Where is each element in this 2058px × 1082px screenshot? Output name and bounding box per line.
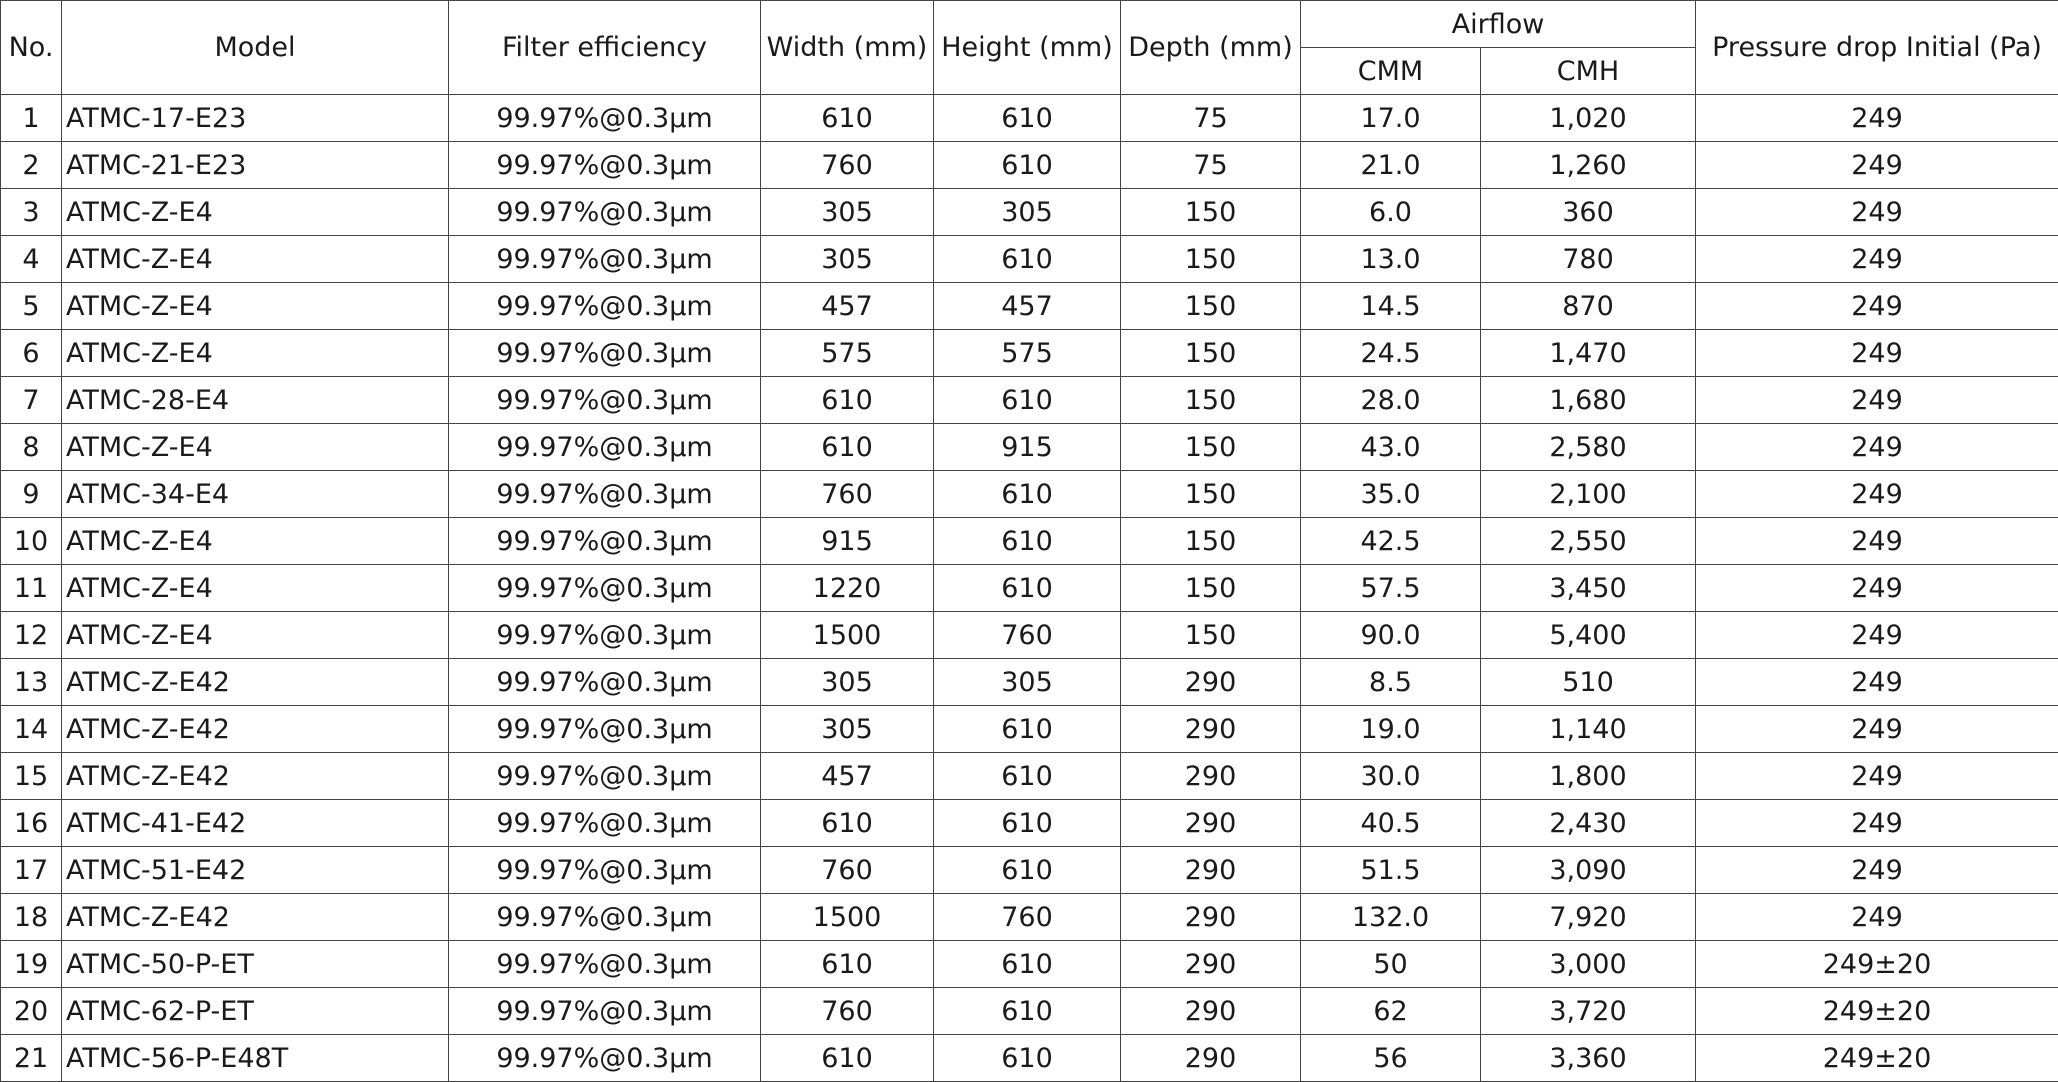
- cell-pressure-drop: 249±20: [1696, 988, 2058, 1035]
- cell-width: 610: [761, 941, 934, 988]
- cell-no: 15: [1, 753, 62, 800]
- cell-filter-efficiency: 99.97%@0.3μm: [449, 236, 761, 283]
- cell-pressure-drop: 249: [1696, 847, 2058, 894]
- cell-no: 7: [1, 377, 62, 424]
- cell-filter-efficiency: 99.97%@0.3μm: [449, 1035, 761, 1082]
- cell-width: 760: [761, 142, 934, 189]
- cell-model: ATMC-Z-E42: [62, 753, 449, 800]
- cell-width: 610: [761, 424, 934, 471]
- cell-depth: 150: [1121, 471, 1301, 518]
- cell-pressure-drop: 249: [1696, 424, 2058, 471]
- cell-height: 610: [934, 236, 1121, 283]
- cell-filter-efficiency: 99.97%@0.3μm: [449, 424, 761, 471]
- cell-cmh: 510: [1481, 659, 1696, 706]
- cell-model: ATMC-62-P-ET: [62, 988, 449, 1035]
- cell-width: 760: [761, 847, 934, 894]
- cell-height: 610: [934, 753, 1121, 800]
- cell-model: ATMC-Z-E42: [62, 894, 449, 941]
- cell-pressure-drop: 249: [1696, 753, 2058, 800]
- cell-depth: 150: [1121, 612, 1301, 659]
- cell-filter-efficiency: 99.97%@0.3μm: [449, 847, 761, 894]
- cell-no: 9: [1, 471, 62, 518]
- cell-cmm: 35.0: [1301, 471, 1481, 518]
- cell-cmm: 51.5: [1301, 847, 1481, 894]
- cell-depth: 290: [1121, 659, 1301, 706]
- cell-pressure-drop: 249: [1696, 706, 2058, 753]
- cell-width: 305: [761, 659, 934, 706]
- cell-depth: 290: [1121, 941, 1301, 988]
- cell-model: ATMC-Z-E4: [62, 330, 449, 377]
- cell-cmm: 62: [1301, 988, 1481, 1035]
- table-row: [1, 283, 2058, 330]
- cell-filter-efficiency: 99.97%@0.3μm: [449, 894, 761, 941]
- cell-depth: 150: [1121, 377, 1301, 424]
- table-row: [1, 753, 2058, 800]
- cell-filter-efficiency: 99.97%@0.3μm: [449, 330, 761, 377]
- cell-filter-efficiency: 99.97%@0.3μm: [449, 706, 761, 753]
- cell-filter-efficiency: 99.97%@0.3μm: [449, 377, 761, 424]
- cell-filter-efficiency: 99.97%@0.3μm: [449, 565, 761, 612]
- cell-cmm: 17.0: [1301, 95, 1481, 142]
- cell-cmh: 1,470: [1481, 330, 1696, 377]
- cell-height: 915: [934, 424, 1121, 471]
- cell-model: ATMC-Z-E4: [62, 612, 449, 659]
- table-row: [1, 471, 2058, 518]
- cell-width: 760: [761, 988, 934, 1035]
- cell-height: 610: [934, 1035, 1121, 1082]
- cell-cmh: 3,000: [1481, 941, 1696, 988]
- cell-height: 610: [934, 142, 1121, 189]
- cell-cmh: 3,450: [1481, 565, 1696, 612]
- cell-pressure-drop: 249±20: [1696, 1035, 2058, 1082]
- cell-model: ATMC-41-E42: [62, 800, 449, 847]
- cell-height: 610: [934, 377, 1121, 424]
- cell-filter-efficiency: 99.97%@0.3μm: [449, 95, 761, 142]
- cell-cmm: 132.0: [1301, 894, 1481, 941]
- cell-cmm: 56: [1301, 1035, 1481, 1082]
- cell-filter-efficiency: 99.97%@0.3μm: [449, 189, 761, 236]
- cell-pressure-drop: 249: [1696, 894, 2058, 941]
- cell-pressure-drop: 249: [1696, 189, 2058, 236]
- cell-depth: 290: [1121, 800, 1301, 847]
- cell-depth: 290: [1121, 706, 1301, 753]
- cell-filter-efficiency: 99.97%@0.3μm: [449, 518, 761, 565]
- cell-width: 760: [761, 471, 934, 518]
- cell-pressure-drop: 249: [1696, 142, 2058, 189]
- cell-cmm: 24.5: [1301, 330, 1481, 377]
- cell-no: 19: [1, 941, 62, 988]
- cell-filter-efficiency: 99.97%@0.3μm: [449, 659, 761, 706]
- cell-filter-efficiency: 99.97%@0.3μm: [449, 283, 761, 330]
- cell-height: 610: [934, 847, 1121, 894]
- table-row: [1, 377, 2058, 424]
- cell-model: ATMC-21-E23: [62, 142, 449, 189]
- header-model: Model: [62, 1, 449, 95]
- cell-width: 457: [761, 283, 934, 330]
- cell-model: ATMC-Z-E4: [62, 236, 449, 283]
- cell-no: 21: [1, 1035, 62, 1082]
- cell-filter-efficiency: 99.97%@0.3μm: [449, 753, 761, 800]
- cell-pressure-drop: 249: [1696, 283, 2058, 330]
- cell-depth: 75: [1121, 95, 1301, 142]
- cell-pressure-drop: 249: [1696, 565, 2058, 612]
- cell-height: 610: [934, 988, 1121, 1035]
- cell-no: 20: [1, 988, 62, 1035]
- cell-cmh: 2,430: [1481, 800, 1696, 847]
- cell-model: ATMC-Z-E4: [62, 283, 449, 330]
- cell-depth: 150: [1121, 236, 1301, 283]
- header-row-top: [1, 1, 2058, 48]
- header-cmh: CMH: [1481, 48, 1696, 95]
- cell-height: 610: [934, 941, 1121, 988]
- header-height: Height (mm): [934, 1, 1121, 95]
- cell-depth: 150: [1121, 330, 1301, 377]
- table-row: [1, 1035, 2058, 1082]
- cell-model: ATMC-Z-E4: [62, 518, 449, 565]
- cell-cmh: 1,680: [1481, 377, 1696, 424]
- cell-width: 305: [761, 236, 934, 283]
- cell-pressure-drop: 249: [1696, 518, 2058, 565]
- cell-width: 610: [761, 95, 934, 142]
- cell-model: ATMC-34-E4: [62, 471, 449, 518]
- cell-no: 17: [1, 847, 62, 894]
- cell-width: 915: [761, 518, 934, 565]
- cell-height: 760: [934, 612, 1121, 659]
- cell-height: 610: [934, 800, 1121, 847]
- cell-cmm: 43.0: [1301, 424, 1481, 471]
- cell-cmm: 57.5: [1301, 565, 1481, 612]
- header-width: Width (mm): [761, 1, 934, 95]
- cell-cmm: 21.0: [1301, 142, 1481, 189]
- cell-model: ATMC-Z-E4: [62, 565, 449, 612]
- table-row: [1, 565, 2058, 612]
- cell-pressure-drop: 249: [1696, 800, 2058, 847]
- table-row: [1, 988, 2058, 1035]
- cell-width: 457: [761, 753, 934, 800]
- table-row: [1, 706, 2058, 753]
- cell-cmm: 42.5: [1301, 518, 1481, 565]
- table-row: [1, 941, 2058, 988]
- table-row: [1, 847, 2058, 894]
- table-row: [1, 894, 2058, 941]
- cell-cmh: 1,800: [1481, 753, 1696, 800]
- cell-cmh: 2,550: [1481, 518, 1696, 565]
- cell-no: 5: [1, 283, 62, 330]
- cell-pressure-drop: 249: [1696, 377, 2058, 424]
- cell-depth: 290: [1121, 847, 1301, 894]
- cell-width: 610: [761, 377, 934, 424]
- cell-width: 1500: [761, 894, 934, 941]
- cell-cmm: 8.5: [1301, 659, 1481, 706]
- cell-depth: 150: [1121, 283, 1301, 330]
- cell-depth: 75: [1121, 142, 1301, 189]
- cell-cmm: 19.0: [1301, 706, 1481, 753]
- cell-depth: 290: [1121, 1035, 1301, 1082]
- cell-height: 575: [934, 330, 1121, 377]
- cell-pressure-drop: 249: [1696, 95, 2058, 142]
- cell-filter-efficiency: 99.97%@0.3μm: [449, 800, 761, 847]
- header-cmm: CMM: [1301, 48, 1481, 95]
- cell-cmh: 2,580: [1481, 424, 1696, 471]
- cell-no: 3: [1, 189, 62, 236]
- table-row: [1, 800, 2058, 847]
- cell-depth: 290: [1121, 894, 1301, 941]
- header-filter-efficiency: Filter efficiency: [449, 1, 761, 95]
- cell-model: ATMC-51-E42: [62, 847, 449, 894]
- table-row: [1, 612, 2058, 659]
- cell-width: 1220: [761, 565, 934, 612]
- cell-model: ATMC-56-P-E48T: [62, 1035, 449, 1082]
- table-row: [1, 189, 2058, 236]
- cell-no: 13: [1, 659, 62, 706]
- cell-cmm: 90.0: [1301, 612, 1481, 659]
- cell-cmh: 360: [1481, 189, 1696, 236]
- cell-filter-efficiency: 99.97%@0.3μm: [449, 612, 761, 659]
- cell-width: 575: [761, 330, 934, 377]
- table-row: [1, 95, 2058, 142]
- table-row: [1, 424, 2058, 471]
- cell-filter-efficiency: 99.97%@0.3μm: [449, 471, 761, 518]
- cell-height: 610: [934, 471, 1121, 518]
- cell-cmh: 3,720: [1481, 988, 1696, 1035]
- cell-height: 610: [934, 518, 1121, 565]
- header-no: No.: [1, 1, 62, 95]
- cell-cmh: 2,100: [1481, 471, 1696, 518]
- cell-model: ATMC-17-E23: [62, 95, 449, 142]
- table-row: [1, 142, 2058, 189]
- cell-cmm: 13.0: [1301, 236, 1481, 283]
- cell-model: ATMC-28-E4: [62, 377, 449, 424]
- cell-height: 610: [934, 565, 1121, 612]
- cell-filter-efficiency: 99.97%@0.3μm: [449, 988, 761, 1035]
- cell-cmh: 3,090: [1481, 847, 1696, 894]
- cell-model: ATMC-Z-E4: [62, 189, 449, 236]
- cell-pressure-drop: 249: [1696, 659, 2058, 706]
- cell-height: 305: [934, 659, 1121, 706]
- cell-pressure-drop: 249: [1696, 612, 2058, 659]
- cell-no: 11: [1, 565, 62, 612]
- cell-cmh: 870: [1481, 283, 1696, 330]
- cell-no: 14: [1, 706, 62, 753]
- cell-depth: 150: [1121, 189, 1301, 236]
- cell-no: 10: [1, 518, 62, 565]
- cell-pressure-drop: 249: [1696, 236, 2058, 283]
- cell-no: 8: [1, 424, 62, 471]
- cell-height: 610: [934, 706, 1121, 753]
- cell-no: 4: [1, 236, 62, 283]
- cell-cmm: 40.5: [1301, 800, 1481, 847]
- table-body: [1, 95, 2058, 1082]
- cell-height: 305: [934, 189, 1121, 236]
- cell-cmm: 30.0: [1301, 753, 1481, 800]
- table-row: [1, 659, 2058, 706]
- cell-depth: 290: [1121, 753, 1301, 800]
- header-depth: Depth (mm): [1121, 1, 1301, 95]
- cell-no: 1: [1, 95, 62, 142]
- cell-cmh: 1,020: [1481, 95, 1696, 142]
- cell-cmm: 28.0: [1301, 377, 1481, 424]
- cell-cmh: 7,920: [1481, 894, 1696, 941]
- cell-cmh: 5,400: [1481, 612, 1696, 659]
- cell-filter-efficiency: 99.97%@0.3μm: [449, 142, 761, 189]
- cell-pressure-drop: 249: [1696, 330, 2058, 377]
- cell-cmh: 780: [1481, 236, 1696, 283]
- cell-no: 18: [1, 894, 62, 941]
- cell-no: 12: [1, 612, 62, 659]
- cell-cmm: 14.5: [1301, 283, 1481, 330]
- table-row: [1, 236, 2058, 283]
- cell-width: 610: [761, 1035, 934, 1082]
- cell-depth: 290: [1121, 988, 1301, 1035]
- cell-cmm: 6.0: [1301, 189, 1481, 236]
- cell-model: ATMC-Z-E42: [62, 659, 449, 706]
- cell-width: 305: [761, 706, 934, 753]
- cell-width: 305: [761, 189, 934, 236]
- header-airflow: Airflow: [1301, 1, 1696, 48]
- cell-depth: 150: [1121, 424, 1301, 471]
- table-row: [1, 518, 2058, 565]
- cell-width: 1500: [761, 612, 934, 659]
- cell-cmh: 1,140: [1481, 706, 1696, 753]
- cell-height: 610: [934, 95, 1121, 142]
- cell-pressure-drop: 249±20: [1696, 941, 2058, 988]
- cell-cmh: 1,260: [1481, 142, 1696, 189]
- cell-height: 760: [934, 894, 1121, 941]
- cell-depth: 150: [1121, 565, 1301, 612]
- cell-no: 16: [1, 800, 62, 847]
- cell-no: 6: [1, 330, 62, 377]
- cell-width: 610: [761, 800, 934, 847]
- cell-depth: 150: [1121, 518, 1301, 565]
- header-pressure-drop: Pressure drop Initial (Pa): [1696, 1, 2058, 95]
- cell-filter-efficiency: 99.97%@0.3μm: [449, 941, 761, 988]
- cell-cmh: 3,360: [1481, 1035, 1696, 1082]
- cell-cmm: 50: [1301, 941, 1481, 988]
- cell-height: 457: [934, 283, 1121, 330]
- cell-no: 2: [1, 142, 62, 189]
- table-header: [1, 1, 2058, 95]
- cell-model: ATMC-Z-E4: [62, 424, 449, 471]
- cell-model: ATMC-Z-E42: [62, 706, 449, 753]
- cell-pressure-drop: 249: [1696, 471, 2058, 518]
- cell-model: ATMC-50-P-ET: [62, 941, 449, 988]
- table-row: [1, 330, 2058, 377]
